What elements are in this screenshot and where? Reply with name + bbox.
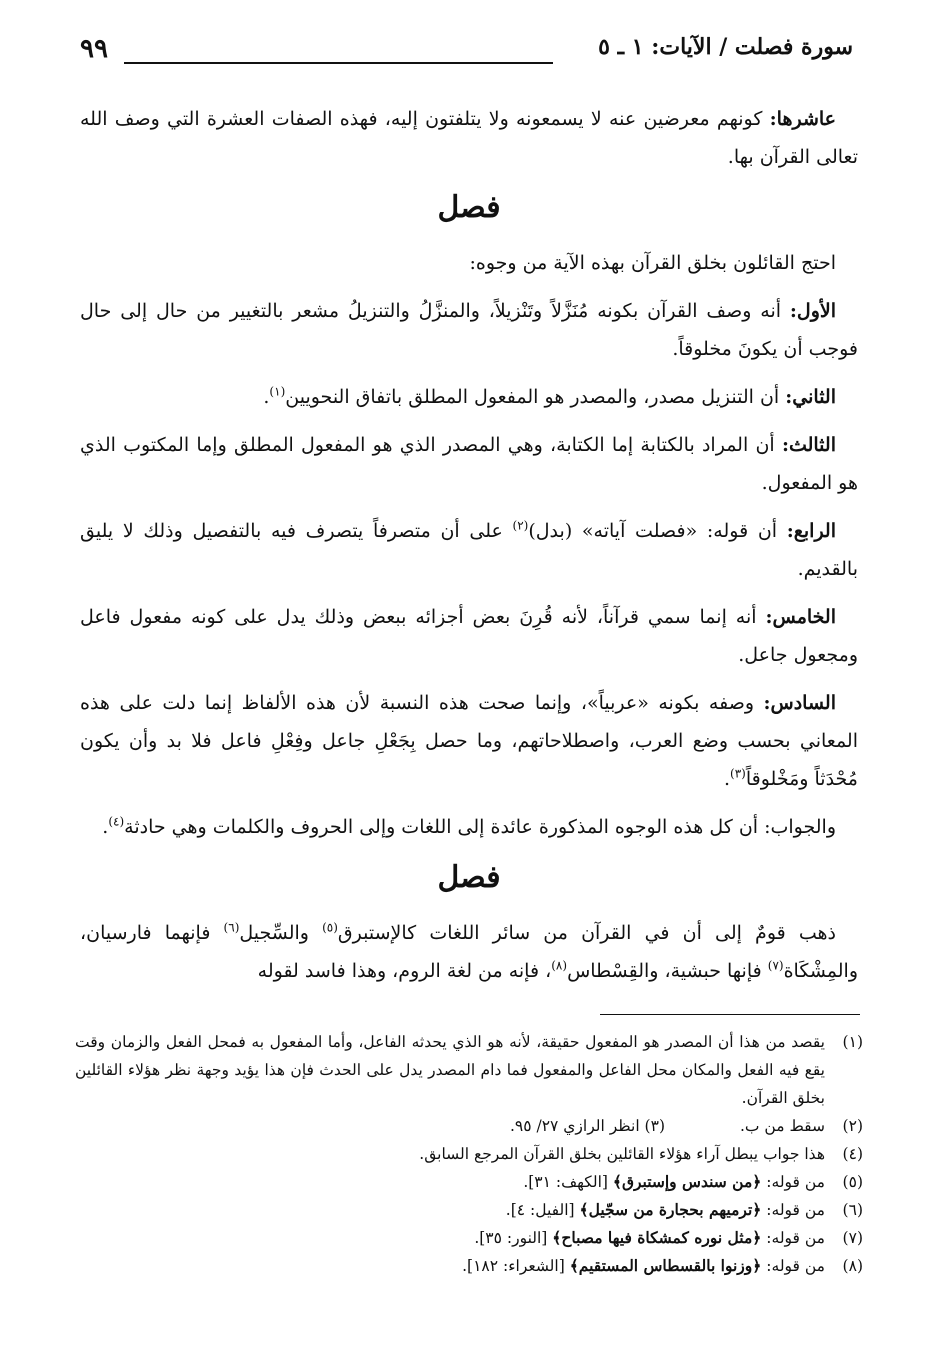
paragraph-intro: احتج القائلون بخلق القرآن بهذه الآية من وجوه:	[469, 252, 836, 274]
paragraph-lead: الثاني:	[785, 386, 836, 408]
footnote-item	[75, 1112, 863, 1140]
footnote-number: (١)	[842, 1033, 863, 1051]
running-title: سورة فصلت / الآيات: ١ ـ ٥	[598, 34, 853, 60]
section-heading: فصل	[437, 190, 501, 225]
verse-reference: [الشعراء: ١٨٢].	[462, 1257, 570, 1275]
footnote-ref[interactable]: (٣)	[730, 766, 746, 781]
paragraph-lead: السادس:	[763, 692, 836, 714]
section-heading: فصل	[437, 860, 501, 895]
main-text	[80, 100, 858, 1000]
paragraph-lead: الرابع:	[786, 520, 836, 542]
footnote-ref[interactable]: (٤)	[108, 814, 125, 829]
footnote-ref[interactable]: (١)	[269, 384, 286, 399]
quran-verse: ﴿من سندس وإستبرق﴾	[612, 1172, 762, 1191]
paragraph-second	[80, 378, 858, 416]
quran-verse: ﴿مثل نوره كمشكاة فيها مصباح﴾	[552, 1228, 762, 1247]
footnote-text	[75, 1168, 825, 1196]
footnote-item	[75, 1196, 863, 1224]
footnote-number: (٧)	[842, 1229, 863, 1247]
header-rule	[124, 62, 553, 64]
footnote-ref[interactable]: (٢)	[512, 518, 529, 533]
paragraph-lead: الأول:	[789, 300, 836, 322]
verse-reference: [الكهف: ٣١].	[523, 1173, 613, 1191]
paragraph-lead: الثالث:	[781, 434, 836, 456]
footnote-text	[75, 1112, 825, 1140]
paragraph-text: أن المراد بالكتابة إما الكتابة، وهي المصدر الذي هو المفعول المطلق وإما المكتوب الذي هو المفعول.	[80, 434, 858, 494]
paragraph-text: ذهب قومٌ إلى أن في القرآن من سائر اللغات كالإستبرق	[337, 922, 836, 944]
paragraph-foreign-words	[80, 914, 858, 990]
page-number: ٩٩	[80, 34, 108, 64]
footnote-number: (٦)	[842, 1201, 863, 1219]
footnote-number: (٥)	[842, 1173, 863, 1191]
paragraph-text: ، فإنه من لغة الروم، وهذا فاسد لقوله	[257, 960, 552, 982]
footnote-text: يقصد من هذا أن المصدر هو المفعول حقيقة، لأنه هو الذي يحدثه الفاعل، وأما المفعول به فمحل الفعل والزمان وقت يقع فيه الفعل والمكان محل الفاعل والمفعول فما دام المصدر يدل على الحدث فإن هذا يؤيد وجهة نظر هؤلاء القائلين بخلق القرآن.	[75, 1033, 825, 1107]
footnote-divider	[600, 1014, 860, 1015]
paragraph-sixth	[80, 684, 858, 798]
footnote-item	[75, 1140, 863, 1168]
footnote-prefix: من قوله:	[761, 1257, 825, 1275]
paragraph-text: على أن متصرفاً يتصرف فيه بالتفصيل وذلك لا يليق بالقديم.	[80, 520, 858, 580]
paragraph-answer	[80, 808, 858, 846]
footnote-text-b: (٣) انظر الرازي ٢٧/ ٩٥.	[509, 1117, 665, 1135]
footnote-item	[75, 1168, 863, 1196]
paragraph-end: .	[263, 386, 270, 408]
footnote-ref[interactable]: (٥)	[322, 920, 338, 935]
paragraph-tenth	[80, 100, 858, 176]
paragraph-lead: الخامس:	[765, 606, 836, 628]
footnote-item	[75, 1028, 863, 1112]
paragraph-text: فإنهما فارسيان، والمِشْكَاة	[80, 922, 858, 982]
footnote-ref[interactable]: (٨)	[551, 958, 568, 973]
paragraph-text: أن التنزيل مصدر، والمصدر هو المفعول المطلق باتفاق النحويين	[285, 386, 786, 408]
paragraph-fifth	[80, 598, 858, 674]
footnote-prefix: من قوله:	[761, 1229, 825, 1247]
paragraph-text: كونهم معرضين عنه لا يسمعونه ولا يتلفتون إليه، فهذه الصفات العشرة التي وصف الله تعالى القرآن بها.	[80, 108, 858, 168]
paragraph-text: فإنها حبشية، والقِسْطاس	[567, 960, 768, 982]
paragraph-text: والجواب: أن كل هذه الوجوه المذكورة عائدة إلى اللغات وإلى الحروف والكلمات وهي حادثة	[124, 816, 836, 838]
verse-reference: [النور: ٣٥].	[474, 1229, 553, 1247]
footnote-text: هذا جواب يبطل آراء هؤلاء القائلين بخلق القرآن المرجع السابق.	[419, 1145, 825, 1163]
quran-verse: ﴿ترميهم بحجارة من سجّيل﴾	[579, 1200, 762, 1219]
paragraph-first	[80, 292, 858, 368]
footnote-ref[interactable]: (٧)	[767, 958, 784, 973]
paragraph-end: .	[102, 816, 109, 838]
footnote-text	[75, 1252, 825, 1280]
paragraph-text: وصفه بكونه «عربياً»، وإنما صحت هذه النسبة لأن هذه الألفاظ إنما دلت على هذه المعاني بحسب وضع العرب، واصطلاحاتهم، وما حصل بِجَعْلِ جاعل وفِعْلِ فاعل فلا بد وأن يكون مُحْدَثاً ومَخْلوقاً	[80, 692, 858, 790]
footnote-number: (٢)	[842, 1117, 863, 1135]
footnote-prefix: من قوله:	[761, 1201, 825, 1219]
footnote-item	[75, 1224, 863, 1252]
paragraph-fourth	[80, 512, 858, 588]
paragraph-third	[80, 426, 858, 502]
paragraph-lead: عاشرها:	[769, 108, 836, 130]
footnote-ref[interactable]: (٦)	[223, 920, 240, 935]
quran-verse: ﴿وزنوا بالقسطاس المستقيم﴾	[569, 1256, 762, 1275]
footnote-prefix: من قوله:	[761, 1173, 825, 1191]
footnote-text	[75, 1196, 825, 1224]
footnote-text	[75, 1224, 825, 1252]
footnote-number: (٨)	[842, 1257, 863, 1275]
paragraph-text: أنه إنما سمي قرآناً، لأنه قُرِنَ بعض أجزائه ببعض وذلك يدل على كونه مفعول فاعل ومجعول جاعل.	[80, 606, 858, 666]
footnote-text-a: سقط من ب.	[739, 1117, 825, 1135]
paragraph-end: .	[723, 768, 731, 790]
page-header	[80, 30, 853, 70]
footnote-number: (٤)	[842, 1145, 863, 1163]
footnotes	[75, 1028, 863, 1280]
paragraph-text: والسِّجيل	[239, 922, 323, 944]
paragraph-text: أنه وصف القرآن بكونه مُنَزَّلاً وتَنْزيلاً، والمنزَّلُ والتنزيلُ مشعر بالتغيير من حال إلى حال فوجب أن يكونَ مخلوقاً.	[80, 300, 858, 360]
paragraph-text: أن قوله: «فصلت آياته» (بدل)	[528, 520, 787, 542]
verse-reference: [الفيل: ٤].	[505, 1201, 580, 1219]
footnote-item	[75, 1252, 863, 1280]
